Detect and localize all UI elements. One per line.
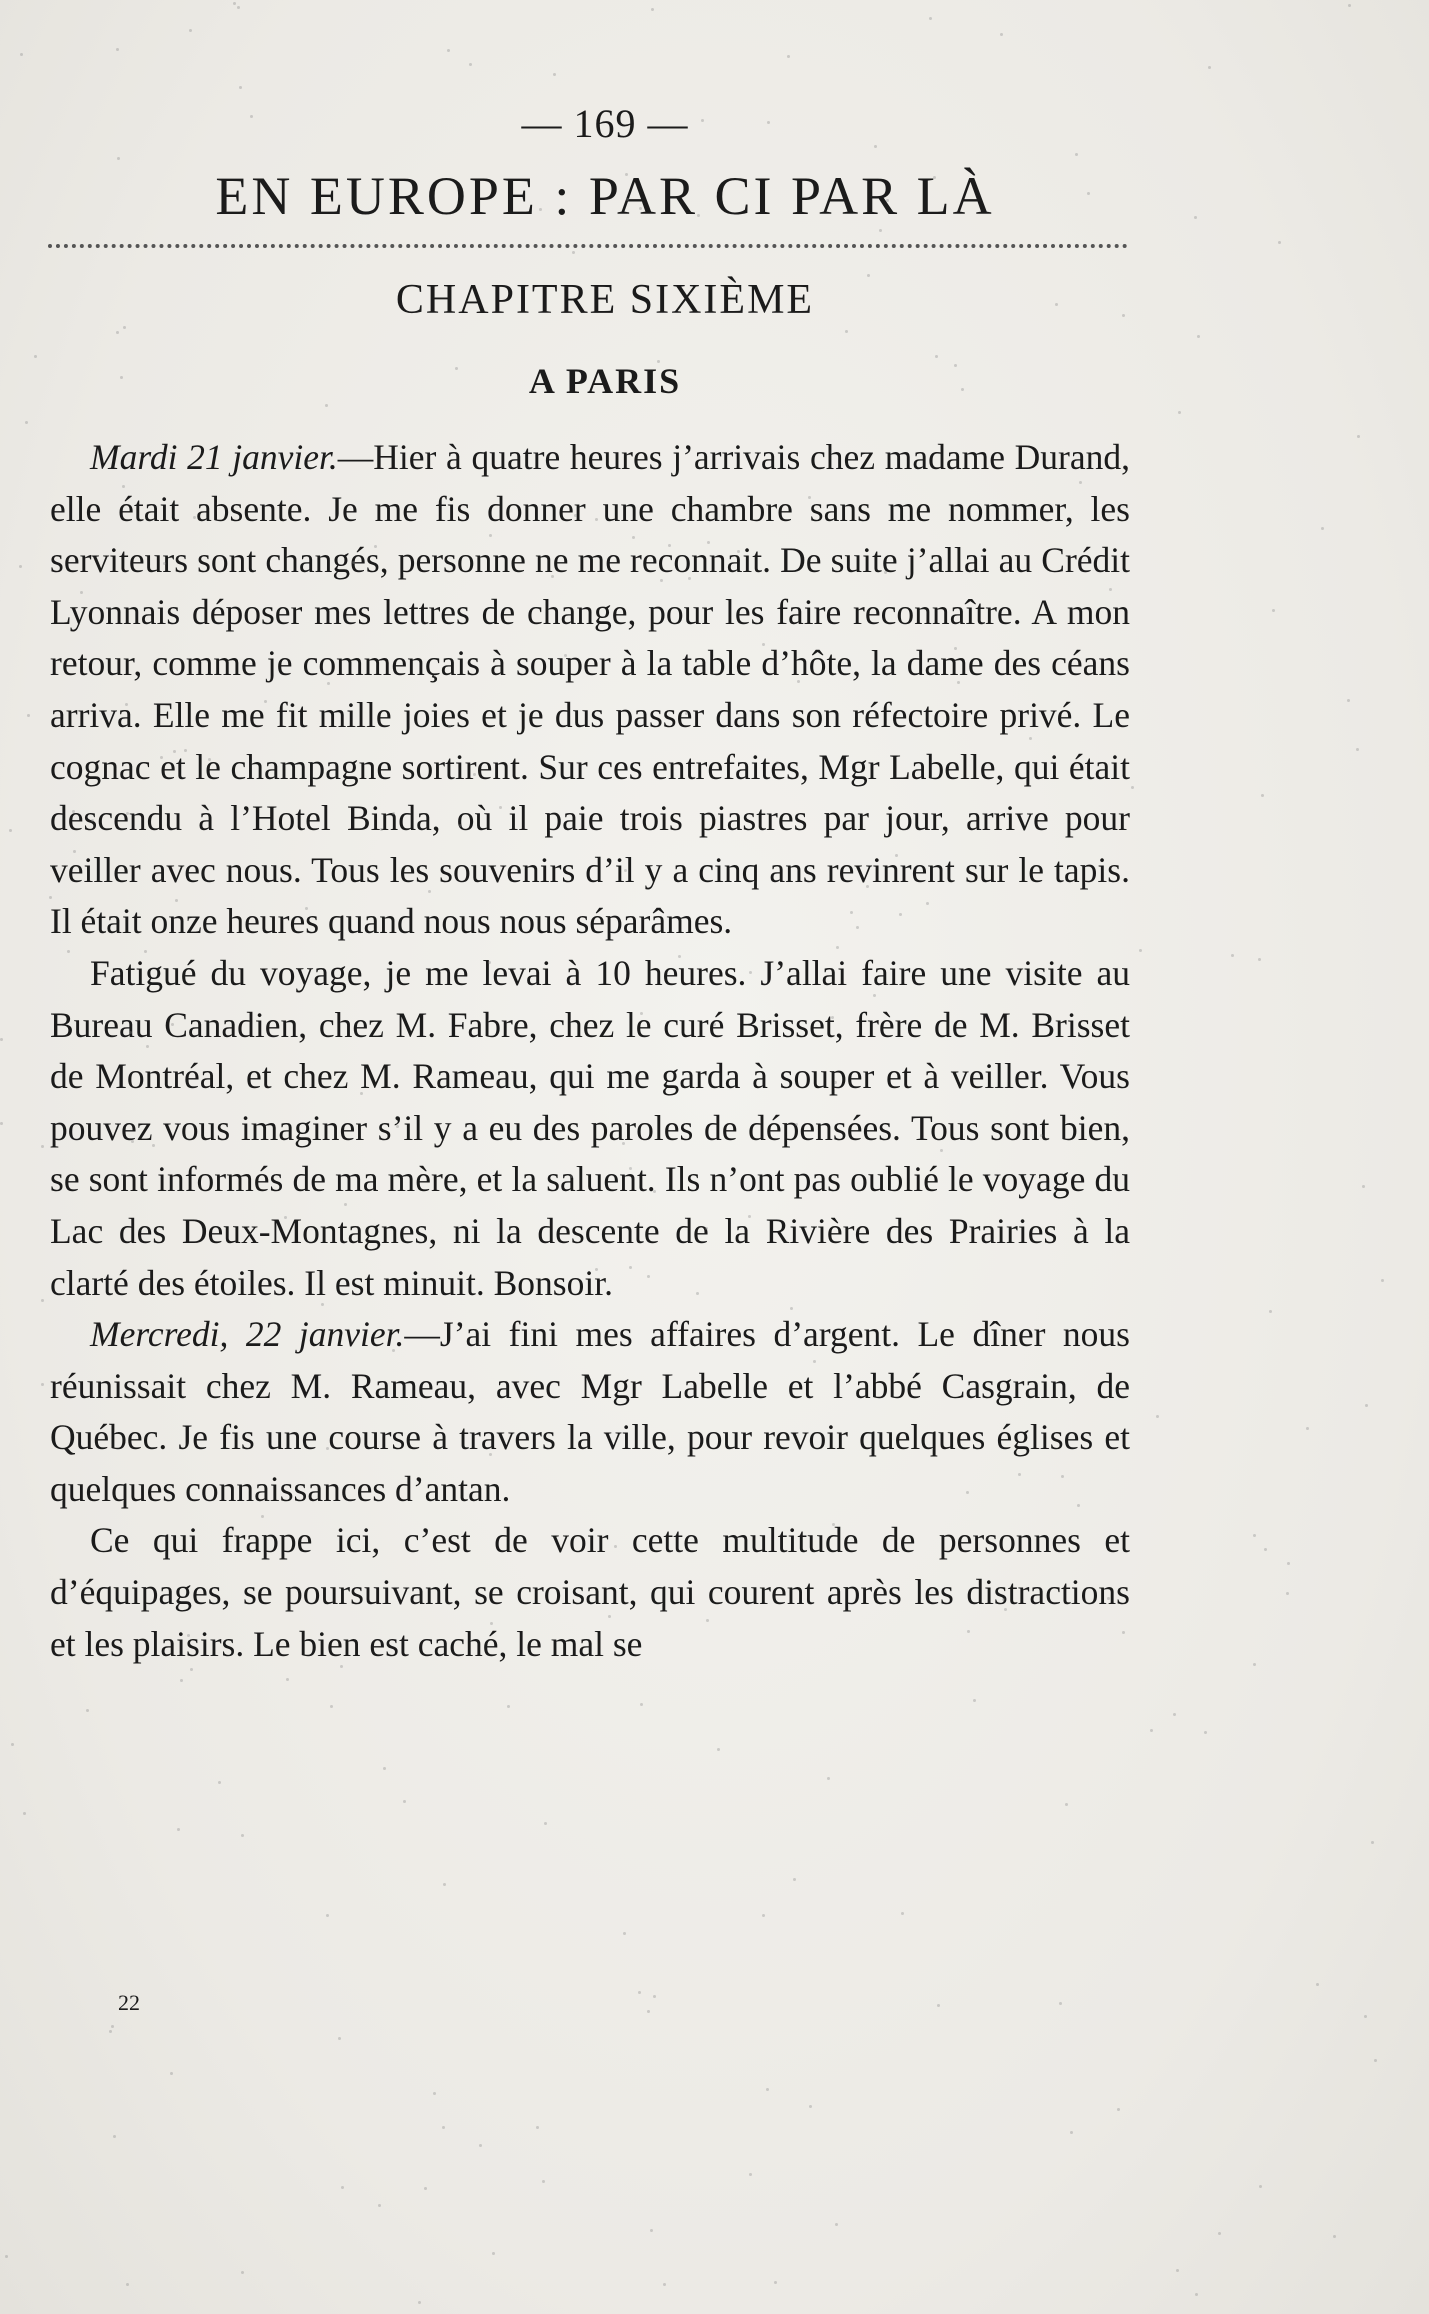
paragraph-text: Ce qui frappe ici, c’est de voir cette multitude de personnes et d’équipages, se poursuivant, se croisant, qui courent après les distractions et les plaisirs. Le bien est caché, le mal se <box>50 1520 1130 1664</box>
paper-speck <box>570 1175 573 1178</box>
paper-speck <box>392 1349 395 1352</box>
paper-speck <box>749 2173 752 2176</box>
paper-speck <box>933 176 936 179</box>
paper-speck <box>144 950 147 953</box>
paper-speck <box>795 1123 798 1126</box>
paper-speck <box>850 911 853 914</box>
paper-speck <box>967 1630 970 1633</box>
paper-speck <box>1356 748 1359 751</box>
paper-speck <box>1109 588 1112 591</box>
paper-speck <box>1278 241 1281 244</box>
paper-speck <box>1087 192 1090 195</box>
paper-speck <box>1197 335 1200 338</box>
paper-speck <box>836 946 839 949</box>
paper-speck <box>34 355 37 358</box>
paper-speck <box>640 1012 643 1015</box>
paper-speck <box>1264 1548 1267 1551</box>
paper-speck <box>622 1142 625 1145</box>
paper-speck <box>489 534 492 537</box>
paper-speck <box>827 1777 830 1780</box>
paper-speck <box>1176 2269 1179 2272</box>
paper-speck <box>80 591 83 594</box>
paper-speck <box>1348 4 1351 7</box>
paper-speck <box>626 198 629 201</box>
paper-speck <box>650 2229 653 2232</box>
paper-speck <box>696 1292 699 1295</box>
paper-speck <box>787 55 790 58</box>
paper-speck <box>428 890 431 893</box>
paper-speck <box>793 1878 796 1881</box>
paper-speck <box>344 1203 347 1206</box>
paper-speck <box>239 86 242 89</box>
paper-speck <box>572 251 575 254</box>
paper-speck <box>539 208 542 211</box>
paper-speck <box>647 1275 650 1278</box>
paper-speck <box>190 1668 193 1671</box>
paper-speck <box>638 1991 641 1994</box>
paper-speck <box>0 1122 3 1125</box>
paper-speck <box>536 2126 539 2129</box>
paper-speck <box>109 2030 112 2033</box>
paragraph <box>50 1309 1130 1515</box>
paper-speck <box>1272 609 1275 612</box>
paper-speck <box>443 1883 446 1886</box>
paper-speck <box>973 1699 976 1702</box>
paper-speck <box>126 2283 129 2286</box>
paper-speck <box>233 2 236 5</box>
paper-speck <box>1059 2002 1062 2005</box>
paper-speck <box>1218 2232 1221 2235</box>
paper-speck <box>653 1995 656 1998</box>
paper-speck <box>697 214 700 217</box>
paragraph <box>50 432 1130 948</box>
paper-speck <box>418 2301 421 2304</box>
paper-speck <box>647 2010 650 2013</box>
paper-speck <box>41 1383 44 1386</box>
paper-speck <box>1371 1841 1374 1844</box>
paper-speck <box>321 1303 324 1306</box>
paper-speck <box>326 1447 329 1450</box>
paper-speck <box>330 1705 333 1708</box>
paper-speck <box>492 2252 495 2255</box>
paper-speck <box>380 828 383 831</box>
paper-speck <box>180 1679 183 1682</box>
paper-speck <box>1000 33 1003 36</box>
paragraph <box>50 1515 1130 1670</box>
paper-speck <box>383 1767 386 1770</box>
paper-speck <box>629 1266 632 1269</box>
paper-speck <box>1362 1185 1365 1188</box>
paper-speck <box>352 561 355 564</box>
paper-speck <box>961 388 964 391</box>
paper-speck <box>1365 1404 1368 1407</box>
paper-speck <box>899 913 902 916</box>
paper-speck <box>41 1145 44 1148</box>
paper-speck <box>831 1016 834 1019</box>
paper-speck <box>1208 66 1211 69</box>
body-text <box>50 432 1130 1670</box>
paper-speck <box>629 1167 632 1170</box>
paper-speck <box>663 2283 666 2286</box>
paper-speck <box>657 360 660 363</box>
paper-speck <box>1347 699 1350 702</box>
paper-speck <box>447 49 450 52</box>
paper-speck <box>873 994 876 997</box>
paper-speck <box>1261 794 1264 797</box>
paper-speck <box>639 207 642 210</box>
paper-speck <box>448 725 451 728</box>
paper-speck <box>469 63 472 66</box>
paper-speck <box>241 2271 244 2274</box>
paper-speck <box>152 1144 155 1147</box>
paper-speck <box>1195 2293 1198 2296</box>
paper-speck <box>117 157 120 160</box>
paper-speck <box>126 812 129 815</box>
section-title: A PARIS <box>528 361 682 401</box>
paper-speck <box>1287 1562 1290 1565</box>
paper-speck <box>20 53 23 56</box>
paper-speck <box>286 1678 289 1681</box>
paper-speck <box>1306 1427 1309 1430</box>
paper-speck <box>1316 1983 1319 1986</box>
paper-speck <box>1077 1504 1080 1507</box>
paper-speck <box>86 1709 89 1712</box>
paper-speck <box>707 541 710 544</box>
paper-speck <box>455 367 458 370</box>
paper-speck <box>832 1523 835 1526</box>
paper-speck <box>624 869 627 872</box>
paper-speck <box>544 1822 547 1825</box>
paper-speck <box>874 145 877 148</box>
paper-speck <box>834 1081 837 1084</box>
paper-speck <box>403 1800 406 1803</box>
paper-speck <box>776 761 779 764</box>
paper-speck <box>608 1615 611 1618</box>
paper-speck <box>937 2004 940 2007</box>
paper-speck <box>49 896 52 899</box>
paper-speck <box>705 1227 708 1230</box>
signature-mark: 22 <box>118 1990 140 2015</box>
paper-speck <box>111 2025 114 2028</box>
paper-speck <box>625 173 628 176</box>
paper-speck <box>113 2135 116 2138</box>
paper-speck <box>1381 1279 1384 1282</box>
paper-speck <box>762 643 765 646</box>
paper-speck <box>41 1299 44 1302</box>
paper-speck <box>122 485 125 488</box>
paper-speck <box>171 1023 174 1026</box>
paragraph-date-lead: Mardi 21 janvier. <box>90 437 338 477</box>
paper-speck <box>1075 153 1078 156</box>
paper-speck <box>749 971 752 974</box>
paper-speck <box>160 756 163 759</box>
paper-speck <box>1286 1592 1289 1595</box>
paper-speck <box>396 1125 399 1128</box>
paper-speck <box>1070 2131 1073 2134</box>
paper-speck <box>564 654 567 657</box>
paper-speck <box>499 806 502 809</box>
paper-speck <box>23 1812 26 1815</box>
paper-speck <box>623 1932 626 1935</box>
paper-speck <box>250 115 253 118</box>
paper-speck <box>488 961 491 964</box>
paper-speck <box>327 682 330 685</box>
paper-speck <box>797 680 800 683</box>
running-title: EN EUROPE : PAR CI PAR LÀ <box>215 166 995 226</box>
paper-speck <box>325 404 328 407</box>
paper-speck <box>120 376 123 379</box>
page-number: — 169 — <box>521 101 689 146</box>
paper-speck <box>338 2037 341 2040</box>
paper-speck <box>424 2187 427 2190</box>
paper-speck <box>879 229 882 232</box>
paper-speck <box>809 2105 812 2108</box>
paper-speck <box>27 714 30 717</box>
paper-speck <box>1029 737 1032 740</box>
paper-speck <box>72 810 75 813</box>
paper-speck <box>901 1912 904 1915</box>
paper-speck <box>116 331 119 334</box>
paper-speck <box>966 1491 969 1494</box>
paper-speck <box>490 1622 493 1625</box>
paper-speck <box>766 2088 769 2091</box>
paper-speck <box>957 681 960 684</box>
paper-speck <box>1139 949 1142 952</box>
paper-speck <box>737 550 740 553</box>
paper-speck <box>489 1453 492 1456</box>
paper-speck <box>433 2092 436 2095</box>
paper-speck <box>131 1140 134 1143</box>
paper-speck <box>473 773 476 776</box>
paper-speck <box>73 850 76 853</box>
paper-speck <box>1357 435 1360 438</box>
paper-speck <box>774 2281 777 2284</box>
paper-speck <box>1204 1731 1207 1734</box>
paper-speck <box>0 1038 3 1041</box>
paper-speck <box>660 579 663 582</box>
paper-speck <box>129 1031 132 1034</box>
paper-speck <box>163 562 166 565</box>
paper-speck <box>1333 2235 1336 2238</box>
paper-speck <box>790 1307 793 1310</box>
paper-speck <box>614 1545 617 1548</box>
paper-speck <box>886 199 889 202</box>
paper-speck <box>184 749 187 752</box>
paper-speck <box>640 1703 643 1706</box>
paper-speck <box>264 700 267 703</box>
paper-speck <box>688 577 691 580</box>
paper-speck <box>1253 1534 1256 1537</box>
paper-speck <box>954 647 957 650</box>
paper-speck <box>574 514 577 517</box>
paper-speck <box>261 1515 264 1518</box>
paper-speck <box>1269 1310 1272 1313</box>
paper-speck <box>551 575 554 578</box>
paper-speck <box>678 955 681 958</box>
paper-speck <box>632 536 635 539</box>
paper-speck <box>1107 1597 1110 1600</box>
paper-speck <box>177 1828 180 1831</box>
paragraph-text: Fatigué du voyage, je me levai à 10 heures. J’allai faire une visite au Bureau Canadien, chez M. Fabre, chez le curé Brisset, frère de M. Brisset de Montréal, et chez M. Rameau, qui me garda à souper et à veiller. Vous pouvez vous imaginer s’il y a eu des paroles de dépensées. Tous sont bien, se sont informés de ma mère, et la saluent. Ils n’ont pas oublié le voyage du Lac des Deux-Montagnes, ni la descente de la Rivière des Prairies à la clarté des étoiles. Il est minuit. Bonsoir. <box>50 952 1130 1303</box>
paper-speck <box>845 330 848 333</box>
paper-speck <box>1061 1475 1064 1478</box>
paper-speck <box>91 819 94 822</box>
paper-speck <box>123 326 126 329</box>
paper-speck <box>685 712 688 715</box>
paper-speck <box>193 516 196 519</box>
paper-speck <box>1364 2015 1367 2018</box>
paper-speck <box>929 17 932 20</box>
paper-speck <box>442 2126 445 2129</box>
paper-speck <box>1321 527 1324 530</box>
paper-speck <box>374 545 377 548</box>
paper-speck <box>1122 1631 1125 1634</box>
paper-speck <box>11 1743 14 1746</box>
paper-speck <box>595 1268 598 1271</box>
paper-speck <box>1258 958 1261 961</box>
paper-speck <box>767 121 770 124</box>
paper-speck <box>208 758 211 761</box>
paper-speck <box>713 1023 716 1026</box>
paper-speck <box>701 119 704 122</box>
paragraph-date-lead: Mercredi, 22 janvier. <box>90 1314 405 1355</box>
paper-speck <box>146 1045 149 1048</box>
paper-speck <box>1253 1663 1256 1666</box>
paper-speck <box>9 829 12 832</box>
paper-speck <box>954 364 957 367</box>
paper-speck <box>173 750 176 753</box>
paper-speck <box>218 1781 221 1784</box>
paper-speck <box>175 899 178 902</box>
paper-speck <box>1131 786 1134 789</box>
paper-speck <box>895 854 898 857</box>
paper-speck <box>5 2255 8 2258</box>
paper-speck <box>507 1705 510 1708</box>
paper-speck <box>1122 314 1125 317</box>
paper-speck <box>1040 1134 1043 1137</box>
paragraph <box>50 948 1130 1309</box>
paper-speck <box>884 571 887 574</box>
paper-speck <box>706 1619 709 1622</box>
paper-speck <box>1259 2185 1262 2188</box>
paper-speck <box>808 496 811 499</box>
paper-speck <box>25 421 28 424</box>
dotted-rule-divider <box>48 244 1128 248</box>
paper-speck <box>1117 2108 1120 2111</box>
paper-speck <box>19 565 22 568</box>
paper-speck <box>653 1190 656 1193</box>
paper-speck <box>360 1092 363 1095</box>
paper-speck <box>595 518 598 521</box>
paper-speck <box>284 1216 287 1219</box>
paper-speck <box>1173 1713 1176 1716</box>
paper-speck <box>1002 1598 1005 1601</box>
paper-speck <box>67 950 70 953</box>
paper-speck <box>926 902 929 905</box>
paper-speck <box>479 2144 482 2147</box>
paper-speck <box>1065 1803 1068 1806</box>
paper-speck <box>170 2072 173 2075</box>
paper-speck <box>305 907 308 910</box>
paper-speck <box>748 1215 751 1218</box>
paper-speck <box>1004 1608 1007 1611</box>
paragraph-text: —J’ai fini mes affaires d’argent. Le dîner nous réunissait chez M. Rameau, avec Mgr Labelle et l’abbé Casgrain, de Québec. Je fis une course à travers la ville, pour revoir quelques églises et quelques connaissances d’antan. <box>50 1314 1130 1509</box>
paper-speck <box>717 1748 720 1751</box>
paper-speck <box>340 1665 343 1668</box>
paper-speck <box>542 2180 545 2183</box>
paper-speck <box>940 1149 943 1152</box>
paper-speck <box>1194 216 1197 219</box>
paper-speck <box>1231 954 1234 957</box>
paper-speck <box>813 1360 816 1363</box>
paper-speck <box>1178 411 1181 414</box>
paper-speck <box>651 8 654 11</box>
paper-speck <box>116 48 119 51</box>
paper-speck <box>378 2204 381 2207</box>
paper-speck <box>125 703 128 706</box>
paper-speck <box>189 29 192 32</box>
paper-speck <box>392 812 395 815</box>
paper-speck <box>1150 1729 1153 1732</box>
paper-speck <box>668 544 671 547</box>
paper-speck <box>935 355 938 358</box>
paper-speck <box>866 885 869 888</box>
paper-speck <box>187 1634 190 1637</box>
paper-speck <box>1018 1473 1021 1476</box>
paper-speck <box>553 73 556 76</box>
paper-speck <box>237 6 240 9</box>
paper-speck <box>835 2223 838 2226</box>
paper-speck <box>1374 2059 1377 2062</box>
paragraph-text: —Hier à quatre heures j’arrivais chez madame Durand, elle était absente. Je me fis donner une chambre sans me nommer, les serviteurs sont changés, personne ne me reconnait. De suite j’allai au Crédit Lyonnais déposer mes lettres de change, pour les faire reconnaître. A mon retour, comme je commençais à souper à la table d’hôte, la dame des céans arriva. Elle me fit mille joies et je dus passer dans son réfectoire privé. Le cognac et le champagne sortirent. Sur ces entrefaites, Mgr Labelle, qui était descendu à l’Hotel Binda, où il paie trois piastres par jour, arrive pour veiller avec nous. Tous les souvenirs d’il y a cinq ans revinrent sur le tapis. Il était onze heures quand nous nous séparâmes. <box>50 437 1130 942</box>
paper-speck <box>459 824 462 827</box>
chapter-title: CHAPITRE SIXIÈME <box>395 277 815 323</box>
paper-speck <box>326 1914 329 1917</box>
paper-speck <box>1079 481 1082 484</box>
paper-speck <box>856 926 859 929</box>
paper-speck <box>1156 1415 1159 1418</box>
paper-speck <box>241 1834 244 1837</box>
paper-speck <box>867 274 870 277</box>
paper-speck <box>341 2186 344 2189</box>
paper-speck <box>1055 303 1058 306</box>
paper-speck <box>762 1914 765 1917</box>
